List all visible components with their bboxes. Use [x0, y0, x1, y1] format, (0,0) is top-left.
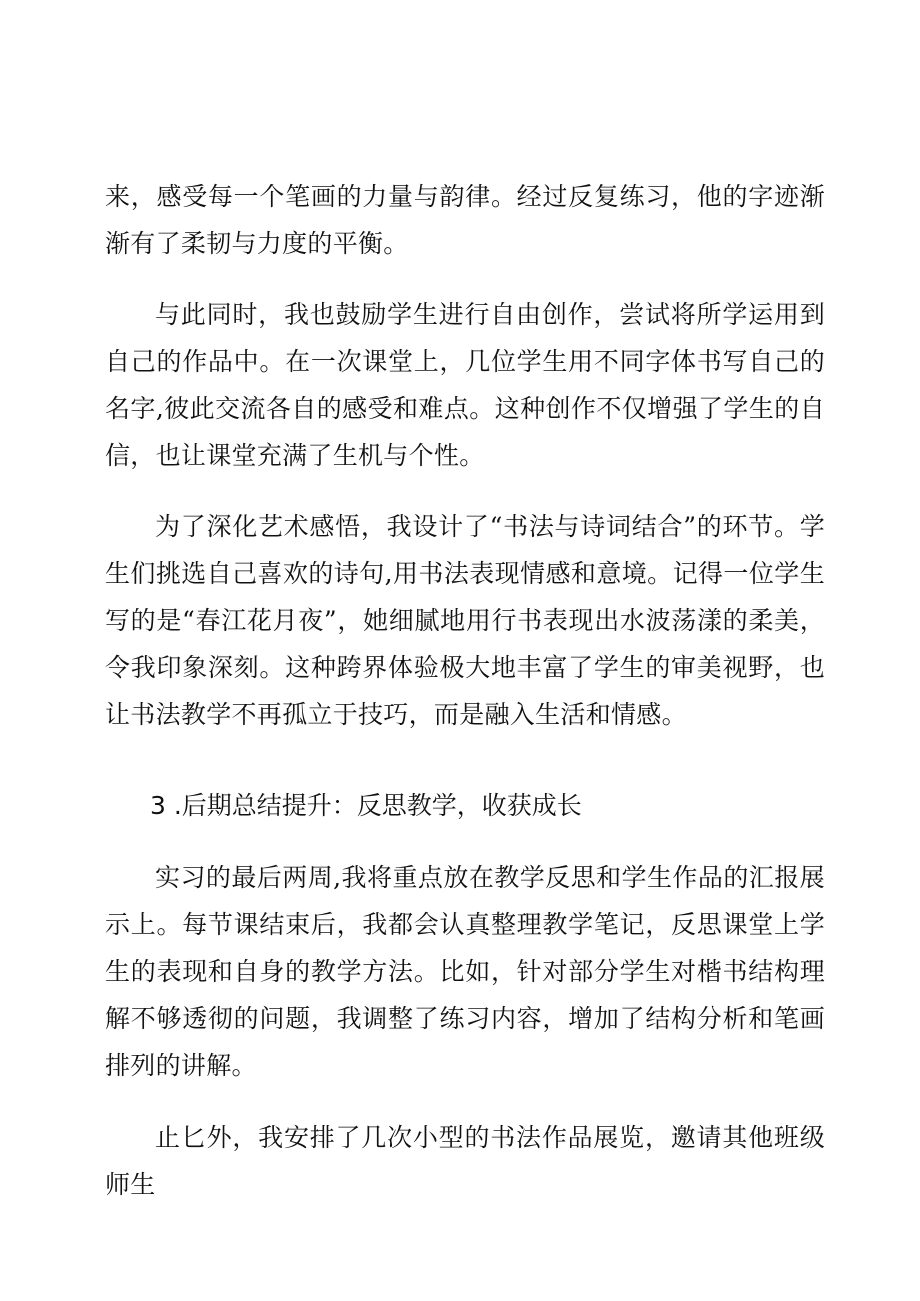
- paragraph-free-creation: 与此同时，我也鼓励学生进行自由创作，尝试将所学运用到自己的作品中。在一次课堂上，几位学生用不同字体书写自己的名字,彼此交流各自的感受和难点。这种创作不仅增强了学生的自信，也让课堂充满了生机与个性。: [105, 300, 825, 470]
- paragraph-poetry-calligraphy: 为了深化艺术感悟，我设计了“书法与诗词结合”的环节。学生们挑选自己喜欢的诗句,用书法表现情感和意境。记得一位学生写的是“春江花月夜”，她细腻地用行书表现出水波荡漾的柔美，令我印象深刻。这种跨界体验极大地丰富了学生的审美视野，也让书法教学不再孤立于技巧，而是融入生活和情感。: [105, 512, 825, 729]
- paragraph-continuation: 来，感受每一个笔画的力量与韵律。经过反复练习，他的字迹渐渐有了柔韧与力度的平衡。: [105, 182, 825, 258]
- paragraph-exhibition: 止匕外，我安排了几次小型的书法作品展览，邀请其他班级师生: [105, 1123, 825, 1199]
- paragraph-teaching-reflection: 实习的最后两周,我将重点放在教学反思和学生作品的汇报展示上。每节课结束后，我都会认真整理教学笔记，反思课堂上学生的表现和自身的教学方法。比如，针对部分学生对楷书结构理解不够透彻的问题，我调整了练习内容，增加了结构分析和笔画排列的讲解。: [105, 863, 825, 1080]
- section-heading: 3 .后期总结提升：反思教学，收获成长: [150, 791, 582, 820]
